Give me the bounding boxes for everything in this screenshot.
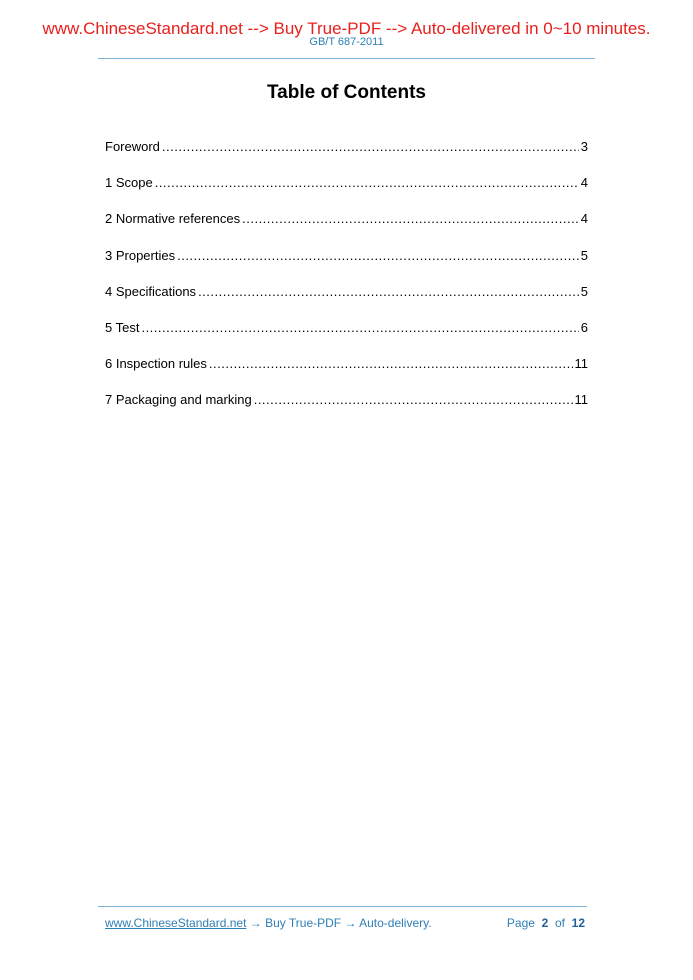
toc-entry-label: 5 Test bbox=[105, 319, 140, 335]
toc-entry-test[interactable] bbox=[105, 320, 588, 356]
footer-site-link[interactable]: www.ChineseStandard.net bbox=[105, 916, 247, 930]
top-banner-link[interactable]: www.ChineseStandard.net --> Buy True-PDF --> Auto-delivered in 0~10 minutes. bbox=[42, 19, 651, 38]
toc-entry-normative-references[interactable] bbox=[105, 211, 588, 247]
page-title: Table of Contents bbox=[266, 82, 427, 103]
toc-leader-dots bbox=[198, 284, 579, 300]
page-indicator bbox=[507, 916, 585, 931]
toc-entry-page: 4 bbox=[580, 211, 588, 227]
footer-divider bbox=[98, 906, 587, 907]
toc-entry-page: 11 bbox=[574, 392, 588, 408]
of-word: of bbox=[554, 916, 565, 930]
toc-entry-label: 4 Specifications bbox=[105, 283, 197, 299]
toc-entry-label: 7 Packaging and marking bbox=[105, 392, 252, 408]
toc-entry-properties[interactable] bbox=[105, 248, 588, 284]
toc-entry-page: 5 bbox=[580, 283, 588, 299]
toc-leader-dots bbox=[155, 175, 579, 191]
toc-entry-page: 4 bbox=[580, 175, 588, 191]
toc-entry-packaging-and-marking[interactable] bbox=[105, 392, 588, 428]
toc-entry-scope[interactable] bbox=[105, 175, 588, 211]
header-divider bbox=[98, 58, 595, 59]
toc-leader-dots bbox=[162, 139, 579, 155]
toc-entry-page: 5 bbox=[580, 247, 588, 263]
toc-entry-label: 3 Properties bbox=[105, 247, 176, 263]
page-footer bbox=[105, 916, 585, 931]
toc-leader-dots bbox=[242, 211, 579, 227]
toc-leader-dots bbox=[177, 248, 579, 264]
toc-entry-page: 11 bbox=[574, 356, 588, 372]
toc-entry-page: 3 bbox=[580, 139, 588, 154]
toc-entry-label: 6 Inspection rules bbox=[105, 356, 207, 372]
toc-entry-label: 1 Scope bbox=[105, 175, 153, 191]
toc-entry-specifications[interactable] bbox=[105, 284, 588, 320]
toc-entry-label: Foreword bbox=[105, 139, 160, 154]
toc-leader-dots bbox=[209, 356, 573, 372]
toc-leader-dots bbox=[141, 320, 578, 336]
table-of-contents bbox=[105, 139, 588, 429]
toc-entry-page: 6 bbox=[580, 319, 588, 335]
current-page-number: 2 bbox=[541, 916, 549, 930]
toc-entry-foreword[interactable] bbox=[105, 139, 588, 175]
toc-leader-dots bbox=[254, 392, 573, 408]
total-pages-number: 12 bbox=[571, 916, 585, 930]
page-word: Page bbox=[506, 916, 535, 930]
standard-code: GB/T 687-2011 bbox=[309, 36, 384, 48]
footer-left bbox=[105, 916, 432, 931]
toc-entry-inspection-rules[interactable] bbox=[105, 356, 588, 392]
toc-entry-label: 2 Normative references bbox=[105, 211, 241, 227]
footer-tagline: → Buy True-PDF → Auto-delivery. bbox=[246, 916, 432, 930]
